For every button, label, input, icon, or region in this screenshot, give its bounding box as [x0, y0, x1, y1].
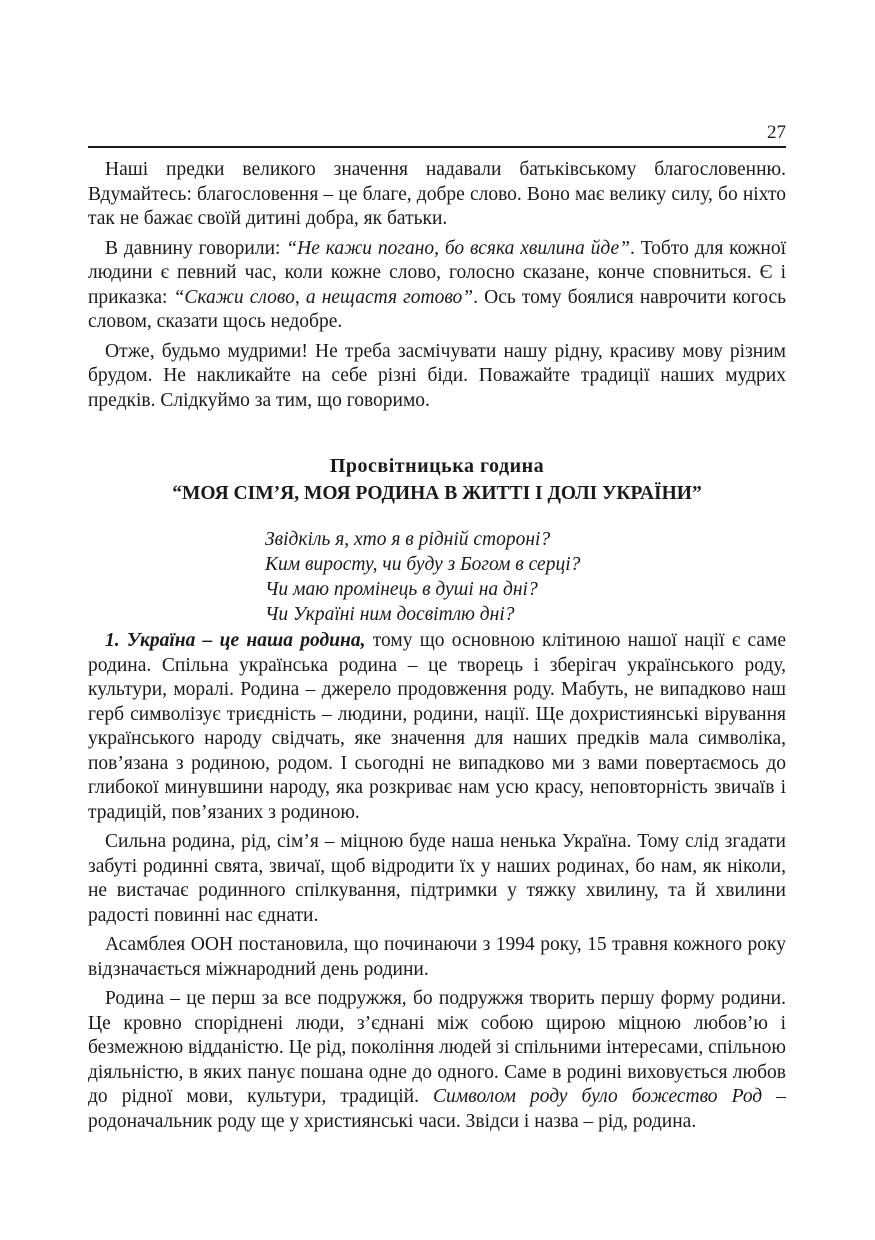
section-subtitle: “МОЯ СІМ’Я, МОЯ РОДИНА В ЖИТТІ І ДОЛІ УКРАЇНИ”: [172, 483, 702, 504]
page-body: [88, 158, 786, 1134]
epigraph: [265, 527, 786, 627]
epigraph-line: Звідкіль я, хто я в рідній стороні?: [265, 529, 551, 550]
epigraph-line: Чи маю промінець в душі на дні?: [265, 579, 538, 600]
italic-phrase: Символом роду було божество Род: [433, 1086, 763, 1107]
epigraph-line: Чи Україні ним досвітлю дні?: [265, 604, 515, 625]
paragraph-text: . Тобто для кожної людини є певний час, коли кожне слово, голосно сказане, конче сповниться. Є і приказка:: [88, 237, 786, 308]
main-paragraph-4: [88, 987, 786, 1134]
section-title: Просвітницька година: [329, 455, 545, 477]
page-number: 27: [767, 122, 786, 143]
paragraph-text: В давнину говорили:: [105, 237, 287, 259]
paragraph-text: тому що основною клітиною нашої нації є саме родина. Спільна українська родина – це творець і зберігач українського роду, культури, моралі. Родина – джерело продовження роду. Мабуть, не випадково наш герб символізує триєдність – людини, родини, нації. Ще дохристиянські вірування українського народу свідчать, яке значення для наших предків мала символіка, пов’язана з родиною, родом. І сьогодні не випадково ми з вами повертаємось до глибокої минувшини народу, яка розкриває нам усю красу, неповторність звичаїв і традицій, пов’язаних з родиною.: [88, 630, 786, 823]
intro-paragraph-1: Наші предки великого значення надавали батьківському благословенню. Вдумайтесь: благословення – це благе, добре слово. Воно має велику силу, бо ніхто так не бажає своїй дитині добра, як батьки.: [88, 159, 786, 229]
main-paragraph-2: Сильна родина, рід, сім’я – міцною буде наша ненька Україна. Тому слід згадати забуті родинні свята, звичаї, щоб відродити їх у наших родинах, бо нам, як ніколи, не вистачає родинного спілкування, підтримки у тяжку хвилину, та й хвилини радості повинні нас єднати.: [88, 831, 786, 926]
main-paragraph-1: [88, 629, 786, 825]
main-paragraph-3: Асамблея ООН постановила, що починаючи з 1994 року, 15 травня кожного року відзначається міжнародний день родини.: [88, 934, 786, 980]
intro-paragraph-3: Отже, будьмо мудрими! Не треба засмічувати нашу рідну, красиву мову різним брудом. Не накликайте на себе різні біди. Поважайте традиції наших мудрих предків. Слідкуймо за тим, що говоримо.: [88, 340, 786, 411]
quoted-proverb: “Скажи слово, а нещастя готово”: [173, 286, 474, 308]
paragraph-text: – родоначальник роду ще у християнські часи. Звідси і назва – рід, родина.: [88, 1086, 786, 1132]
paragraph-text: Родина – це перш за все подружжя, бо подружжя творить першу форму родини. Це кровно споріднені люди, з’єднані між собою щирою міцною любов’ю і безмежною відданістю. Це рід, покоління людей зі спільними інтересами, спільною діяльністю, в яких панує пошана одне до одного. Саме в родині виховується любов до рідної мови, культури, традицій.: [88, 988, 786, 1107]
paragraph-text: . Ось тому боялися наврочити когось словом, сказати щось недобре.: [88, 286, 787, 332]
quoted-saying: “Не кажи погано, бо всяка хвилина йде”: [286, 237, 630, 259]
epigraph-line: Ким виросту, чи буду з Богом в серці?: [265, 554, 581, 575]
intro-paragraph-2: [88, 237, 786, 335]
page-header: [88, 122, 786, 148]
paragraph-lead: 1. Україна – це наша родина,: [105, 630, 366, 651]
section-heading: [88, 453, 786, 507]
